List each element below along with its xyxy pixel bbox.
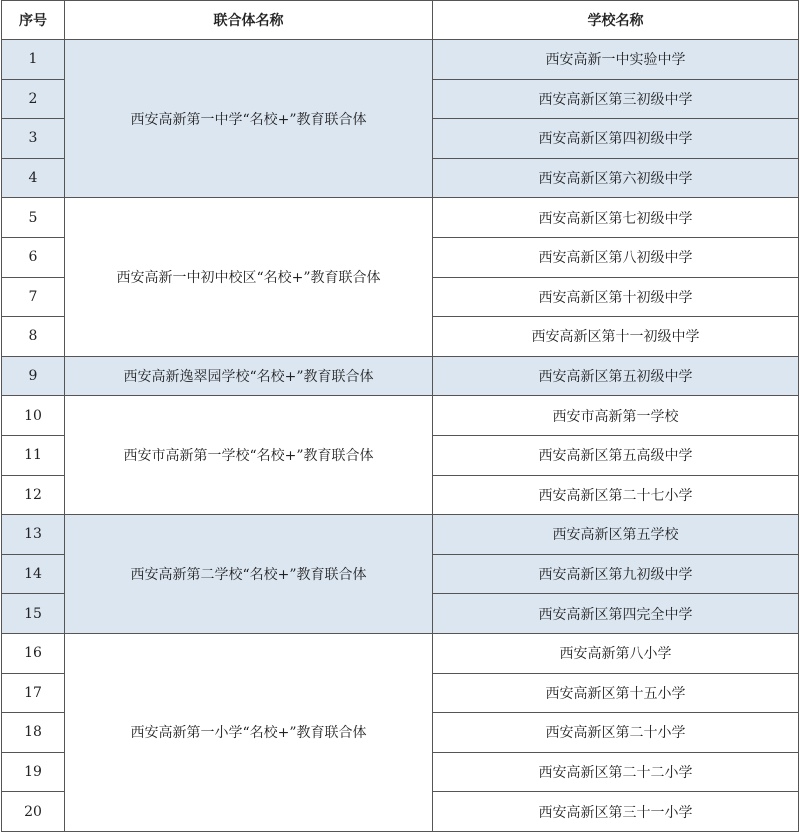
row-index: 9 — [2, 356, 65, 396]
table-row — [2, 40, 799, 80]
row-index: 19 — [2, 752, 65, 792]
school-name: 西安高新区第四初级中学 — [433, 119, 799, 159]
table-body — [2, 40, 799, 832]
header-index: 序号 — [2, 1, 65, 40]
row-index: 18 — [2, 713, 65, 753]
alliance-name: 西安高新第一小学“名校+”教育联合体 — [65, 633, 433, 831]
table-row — [2, 356, 799, 396]
school-name: 西安高新区第二十小学 — [433, 713, 799, 753]
table-row — [2, 198, 799, 238]
row-index: 2 — [2, 79, 65, 119]
school-name: 西安高新区第八初级中学 — [433, 237, 799, 277]
row-index: 5 — [2, 198, 65, 238]
row-index: 4 — [2, 158, 65, 198]
header-row — [2, 1, 799, 40]
school-name: 西安高新区第十初级中学 — [433, 277, 799, 317]
school-name: 西安高新区第六初级中学 — [433, 158, 799, 198]
row-index: 13 — [2, 515, 65, 555]
alliance-name: 西安高新一中初中校区“名校+”教育联合体 — [65, 198, 433, 356]
row-index: 8 — [2, 317, 65, 357]
school-name: 西安高新区第七初级中学 — [433, 198, 799, 238]
row-index: 10 — [2, 396, 65, 436]
school-name: 西安高新区第三初级中学 — [433, 79, 799, 119]
school-name: 西安高新区第二十二小学 — [433, 752, 799, 792]
table-row — [2, 396, 799, 436]
school-name: 西安高新区第五高级中学 — [433, 435, 799, 475]
row-index: 1 — [2, 40, 65, 80]
row-index: 3 — [2, 119, 65, 159]
row-index: 12 — [2, 475, 65, 515]
school-name: 西安高新一中实验中学 — [433, 40, 799, 80]
row-index: 14 — [2, 554, 65, 594]
school-name: 西安高新第八小学 — [433, 633, 799, 673]
alliance-name: 西安高新逸翠园学校“名校+”教育联合体 — [65, 356, 433, 396]
alliance-name: 西安高新第一中学“名校+”教育联合体 — [65, 40, 433, 198]
school-name: 西安高新区第二十七小学 — [433, 475, 799, 515]
row-index: 20 — [2, 792, 65, 832]
school-name: 西安高新区第十五小学 — [433, 673, 799, 713]
table-row — [2, 515, 799, 555]
school-name: 西安高新区第十一初级中学 — [433, 317, 799, 357]
header-school-name: 学校名称 — [433, 1, 799, 40]
alliance-table — [1, 0, 799, 832]
row-index: 17 — [2, 673, 65, 713]
school-name: 西安高新区第三十一小学 — [433, 792, 799, 832]
school-name: 西安市高新第一学校 — [433, 396, 799, 436]
school-name: 西安高新区第五学校 — [433, 515, 799, 555]
alliance-name: 西安市高新第一学校“名校+”教育联合体 — [65, 396, 433, 515]
row-index: 16 — [2, 633, 65, 673]
alliance-name: 西安高新第二学校“名校+”教育联合体 — [65, 515, 433, 634]
row-index: 7 — [2, 277, 65, 317]
header-alliance-name: 联合体名称 — [65, 1, 433, 40]
table-row — [2, 633, 799, 673]
school-name: 西安高新区第九初级中学 — [433, 554, 799, 594]
school-name: 西安高新区第四完全中学 — [433, 594, 799, 634]
row-index: 11 — [2, 435, 65, 475]
school-name: 西安高新区第五初级中学 — [433, 356, 799, 396]
row-index: 15 — [2, 594, 65, 634]
row-index: 6 — [2, 237, 65, 277]
